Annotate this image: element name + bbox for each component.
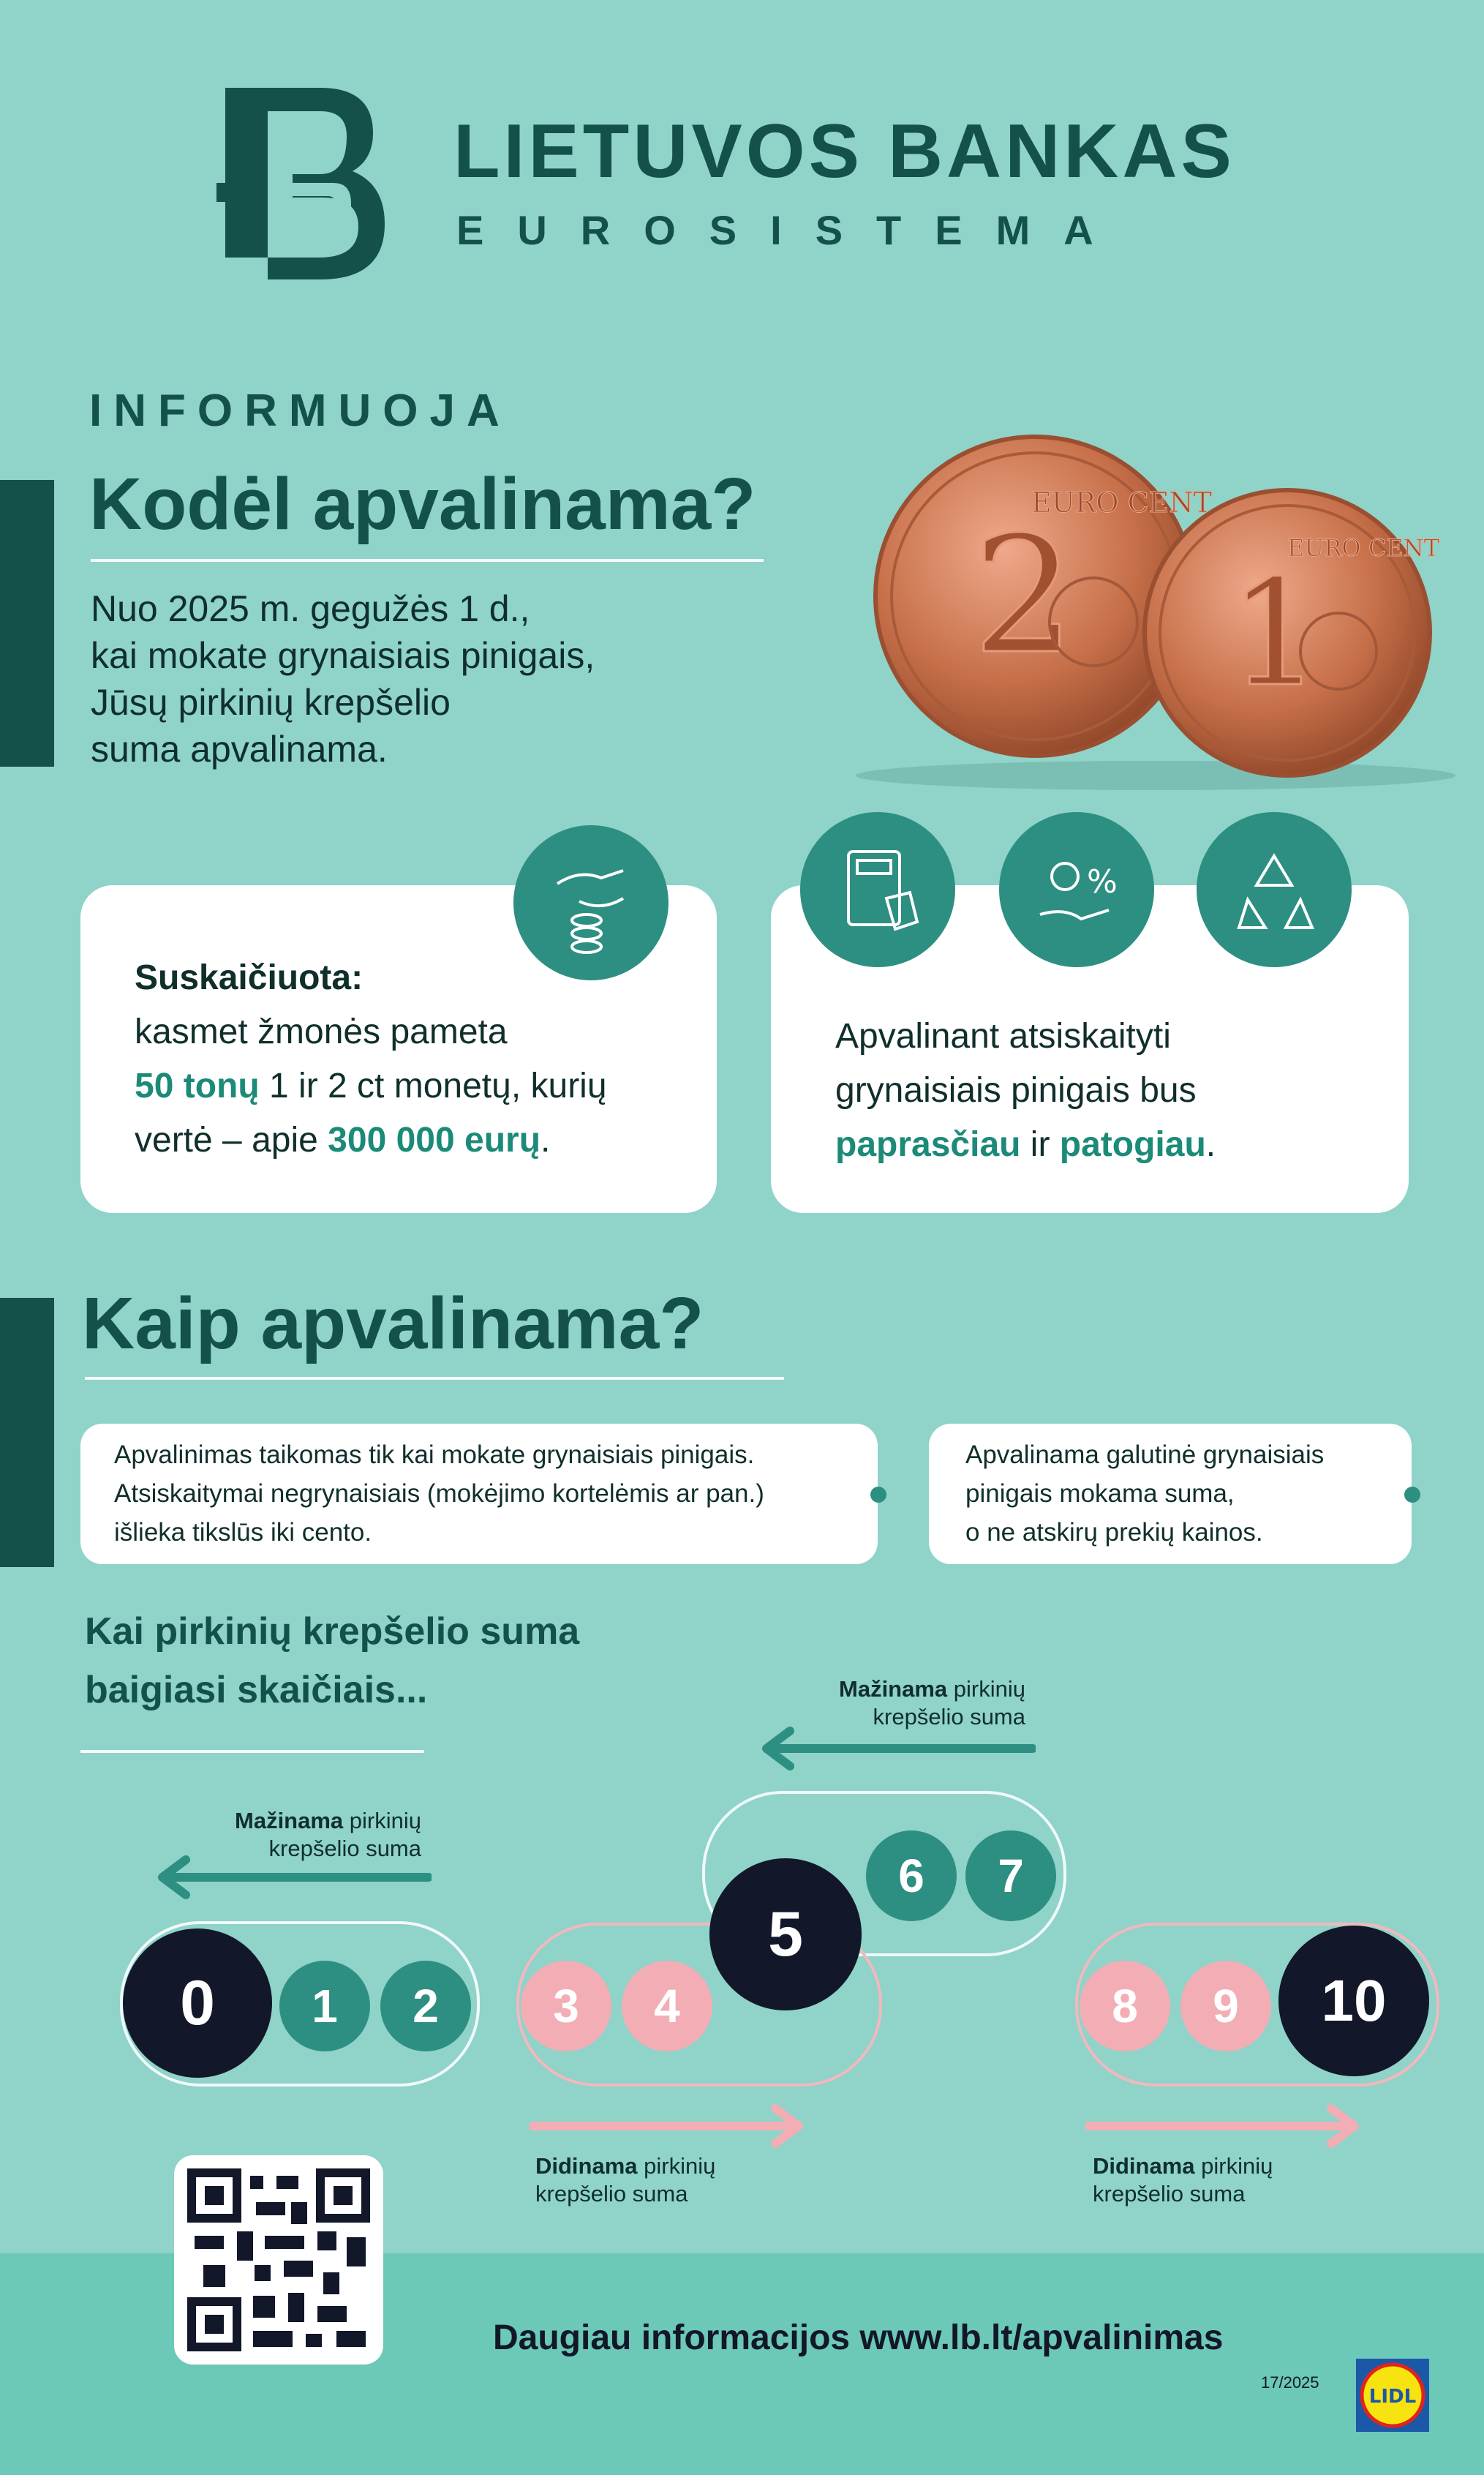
note-line: o ne atskirų prekių kainos. [965, 1518, 1263, 1547]
digit-1: 1 [279, 1961, 370, 2051]
benefit-text: ir [1020, 1125, 1060, 1164]
note-line: pinigais mokama suma, [965, 1479, 1235, 1508]
note-text [965, 1435, 1404, 1552]
stat-line: kasmet žmonės pameta [135, 1013, 508, 1051]
note-dot [870, 1487, 886, 1503]
arrow-right-icon [530, 2104, 807, 2148]
section-title-why: Kodėl apvalinama? [89, 463, 756, 545]
intro-line: Jūsų pirkinių krepšelio [91, 682, 451, 723]
title-rule [91, 559, 764, 562]
benefit-line: grynaisiais pinigais bus [835, 1071, 1197, 1110]
recycle-icon [1197, 812, 1352, 967]
calculator-icon [800, 812, 955, 967]
digit-0: 0 [123, 1928, 272, 2078]
caption-line [535, 2152, 784, 2180]
benefit-highlight-simpler: paprasčiau [835, 1125, 1021, 1164]
hand-percent-icon [999, 812, 1154, 967]
arrow-right-icon [1085, 2104, 1363, 2148]
caption-line [780, 1675, 1025, 1703]
qr-code-icon[interactable] [174, 2155, 383, 2365]
section-title-how: Kaip apvalinama? [82, 1282, 704, 1364]
lidl-logo-text: LIDL [1368, 2386, 1417, 2408]
coin-1-digit: 1 [1229, 549, 1322, 719]
section-accent-bar [0, 480, 54, 767]
digit-3: 3 [521, 1961, 611, 2051]
benefit-line [835, 1118, 1406, 1172]
rounding-subheading [85, 1602, 743, 1719]
arrow-left-icon [154, 1855, 432, 1899]
caption-line [1093, 2152, 1341, 2180]
decrease-caption [176, 1807, 421, 1863]
digit-2: 2 [380, 1961, 471, 2051]
stat-text: . [541, 1121, 551, 1160]
intro-line: kai mokate grynaisiais pinigais, [91, 635, 595, 676]
coin-2-digit: 2 [973, 502, 1075, 689]
coins-image [870, 432, 1441, 783]
stat-highlight-euros: 300 000 eurų [328, 1121, 541, 1160]
stat-highlight-tons: 50 tonų [135, 1067, 260, 1105]
document-code: 17/2025 [1261, 2373, 1319, 2392]
digit-10: 10 [1278, 1926, 1429, 2076]
stat-card-text [135, 951, 712, 1168]
subheading-line: Kai pirkinių krepšelio suma [85, 1610, 580, 1653]
increase-caption [1093, 2152, 1341, 2208]
digit-7: 7 [965, 1830, 1056, 1921]
caption-line: krepšelio suma [535, 2181, 688, 2207]
note-line: Apvalinama galutinė grynaisiais [965, 1441, 1325, 1469]
bank-name: LIETUVOS BANKAS [453, 109, 1235, 194]
caption-text: pirkinių [637, 2153, 716, 2179]
benefit-line: Apvalinant atsiskaityti [835, 1017, 1171, 1056]
caption-bold: Mažinama [235, 1808, 344, 1833]
lb-logo-icon [211, 73, 393, 293]
intro-line: Nuo 2025 m. gegužės 1 d., [91, 588, 530, 629]
section-accent-bar [0, 1298, 54, 1567]
coin-1-label: EURO CENT [1287, 534, 1440, 562]
caption-line [176, 1807, 421, 1835]
caption-line: krepšelio suma [1093, 2181, 1246, 2207]
intro-line: suma apvalinama. [91, 729, 388, 770]
benefit-card-text [835, 1010, 1406, 1172]
benefit-text: . [1205, 1125, 1216, 1164]
lidl-logo-icon [1356, 2359, 1429, 2432]
digit-4: 4 [622, 1961, 712, 2051]
intro-text [91, 585, 749, 773]
note-line: Apvalinimas taikomas tik kai mokate grynaisiais pinigais. [114, 1441, 755, 1469]
subheading-rule [80, 1750, 424, 1753]
note-line: išlieka tikslūs iki cento. [114, 1518, 372, 1547]
caption-bold: Mažinama [839, 1676, 948, 1702]
digit-8: 8 [1080, 1961, 1170, 2051]
stat-text: 1 ir 2 ct monetų, kurių [259, 1067, 607, 1105]
note-text [114, 1435, 875, 1552]
digit-5: 5 [709, 1858, 862, 2010]
title-rule [85, 1377, 784, 1380]
caption-line: krepšelio suma [873, 1704, 1025, 1730]
svg-text:%: % [1087, 863, 1118, 901]
benefit-highlight-convenient: patogiau [1059, 1125, 1206, 1164]
coin-2-label: EURO CENT [1031, 487, 1213, 519]
bank-subtitle: EUROSISTEMA [456, 207, 1127, 253]
caption-text: pirkinių [947, 1676, 1025, 1702]
caption-text: pirkinių [1194, 2153, 1273, 2179]
caption-text: pirkinių [343, 1808, 421, 1833]
stat-heading: Suskaičiuota: [135, 958, 364, 997]
eyebrow-label: INFORMUOJA [89, 386, 511, 436]
increase-caption [535, 2152, 784, 2208]
digit-6: 6 [866, 1830, 957, 1921]
caption-bold: Didinama [535, 2153, 638, 2179]
note-dot [1404, 1487, 1420, 1503]
decrease-caption [780, 1675, 1025, 1731]
stat-text: vertė – apie [135, 1121, 328, 1160]
arrow-left-icon [758, 1727, 1036, 1770]
subheading-line: baigiasi skaičiais... [85, 1669, 428, 1711]
caption-bold: Didinama [1093, 2153, 1195, 2179]
note-line: Atsiskaitymai negrynaisiais (mokėjimo kortelėmis ar pan.) [114, 1479, 764, 1508]
caption-line: krepšelio suma [268, 1836, 421, 1861]
stat-line [135, 1059, 712, 1113]
coin-1-cent [1145, 490, 1440, 775]
digit-9: 9 [1180, 1961, 1271, 2051]
more-info-link[interactable]: Daugiau informacijos www.lb.lt/apvalinimas [493, 2318, 1224, 2357]
stat-line [135, 1113, 712, 1168]
